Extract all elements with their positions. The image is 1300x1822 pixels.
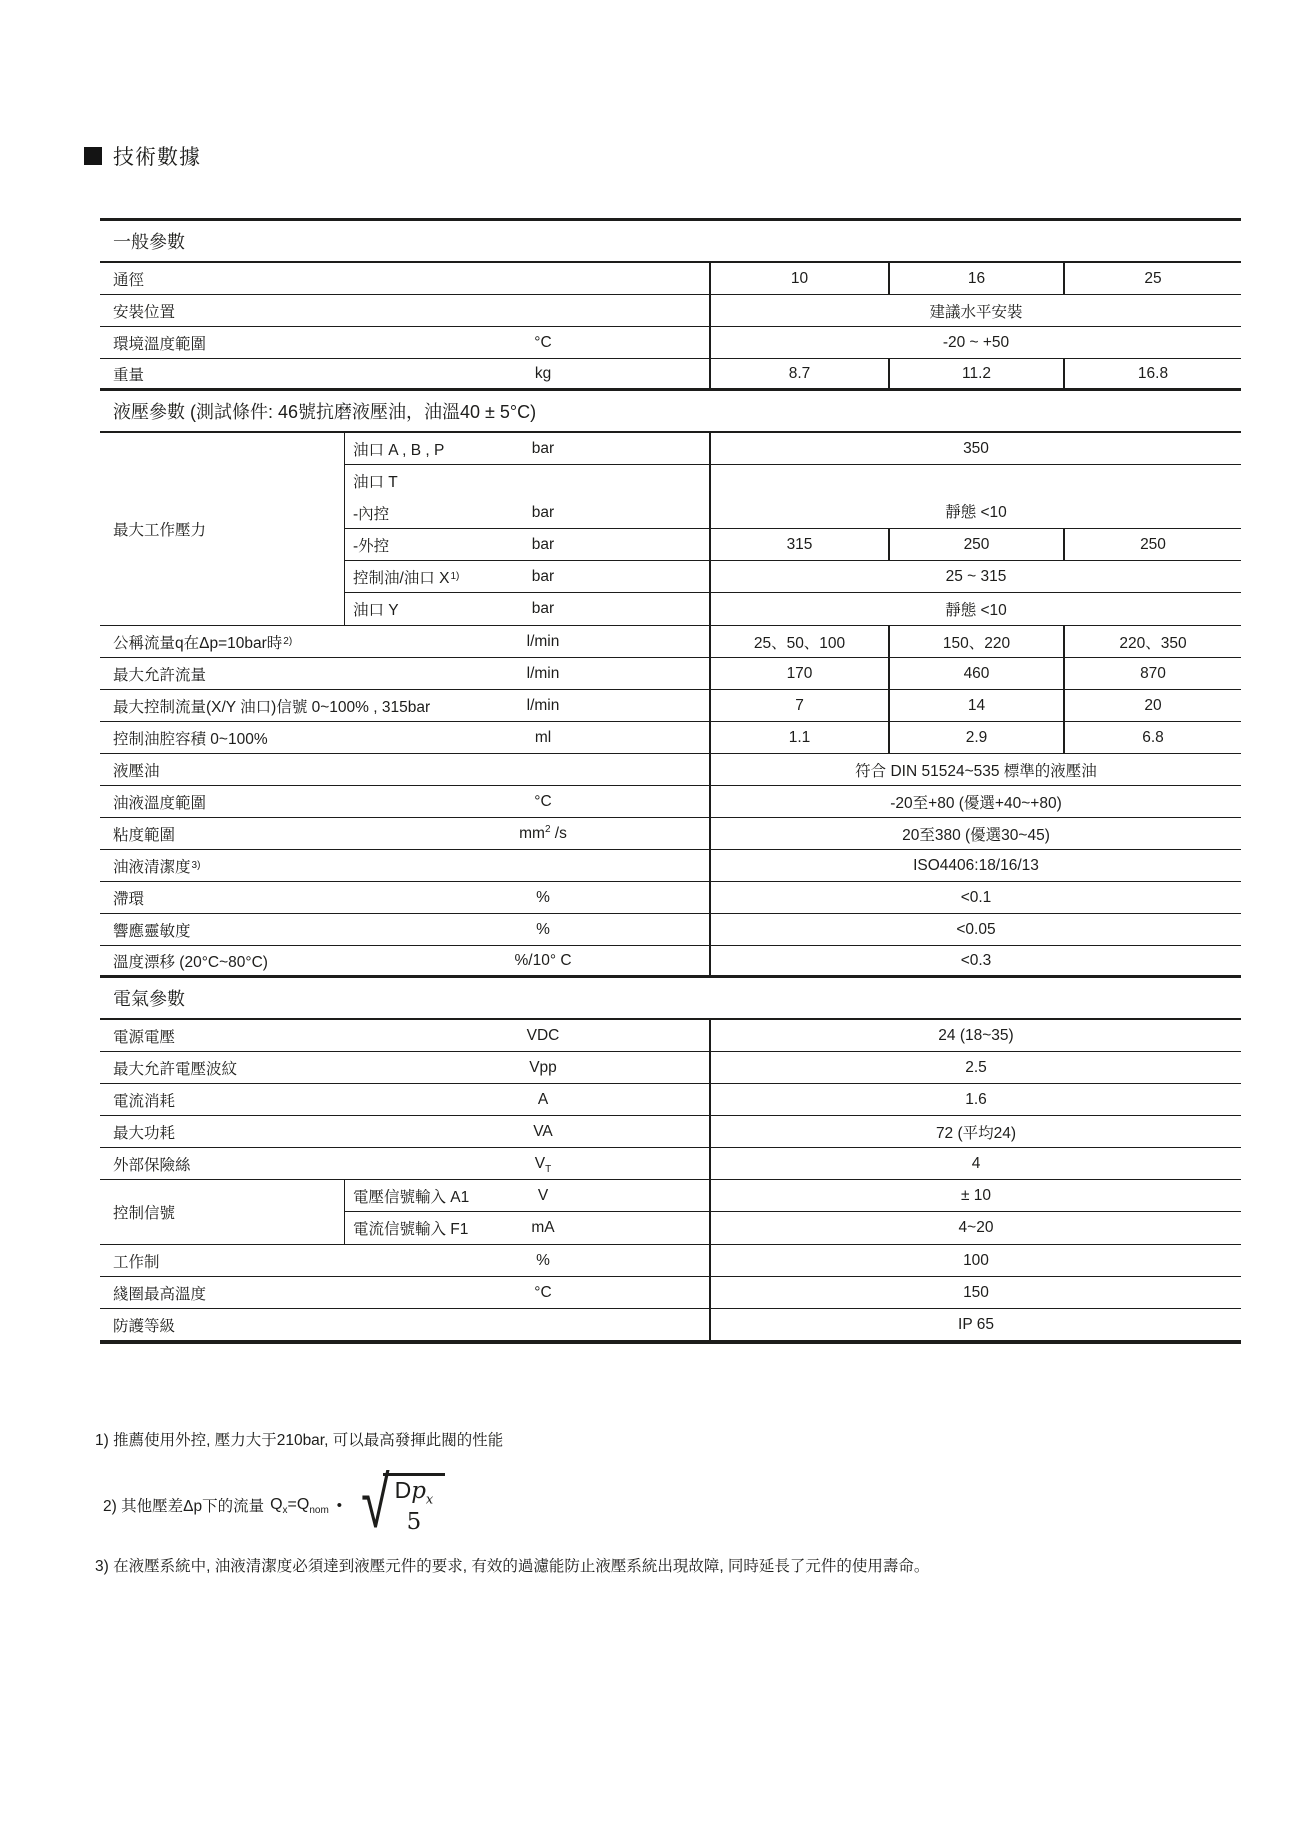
row-label-cell bbox=[345, 433, 709, 464]
value-cell: 250 bbox=[888, 529, 1063, 560]
value-cell: 11.2 bbox=[888, 359, 1063, 388]
formula-q: $Q_x=Q_{nom}$ bbox=[270, 1496, 329, 1517]
block-label-cell bbox=[100, 433, 345, 625]
value-cell: 100 bbox=[709, 1245, 1241, 1276]
value-cell: ± 10 bbox=[709, 1180, 1241, 1211]
table-row-drift bbox=[100, 946, 1241, 978]
row-label-cell bbox=[100, 722, 709, 753]
table-row-fuse bbox=[100, 1148, 1241, 1180]
row-label: 防護等級 bbox=[113, 1317, 176, 1335]
row-label: 電流消耗 bbox=[113, 1092, 176, 1110]
table-row-ambient-temp bbox=[100, 327, 1241, 359]
row-unit: °C bbox=[534, 1283, 552, 1301]
value-cell: 460 bbox=[888, 658, 1063, 689]
value-cell: 2.9 bbox=[888, 722, 1063, 753]
value-cell: <0.3 bbox=[709, 946, 1241, 975]
table-row-weight bbox=[100, 359, 1241, 391]
row-label-cell bbox=[100, 263, 709, 294]
row-label: 控制油腔容積 0~100% bbox=[113, 730, 268, 748]
value-cell: 8.7 bbox=[709, 359, 888, 388]
row-unit: bar bbox=[531, 535, 555, 553]
row-label: 響應靈敏度 bbox=[113, 922, 191, 940]
subrow-pilot-port-x bbox=[345, 561, 1241, 593]
row-unit: °C bbox=[534, 333, 552, 351]
unit-superscript: 2 bbox=[544, 823, 551, 835]
row-label: 粘度範圍 bbox=[113, 826, 176, 844]
value-cell: 10 bbox=[709, 263, 888, 294]
value-cell: 315 bbox=[709, 529, 888, 560]
table-row-mounting bbox=[100, 295, 1241, 327]
table-row-viscosity bbox=[100, 818, 1241, 850]
row-label: 重量 bbox=[113, 366, 145, 384]
row-unit: kg bbox=[534, 364, 552, 382]
row-label-cell bbox=[100, 1084, 709, 1115]
row-label-cell bbox=[100, 1020, 709, 1051]
row-unit: bar bbox=[531, 600, 555, 617]
row-label-cell bbox=[100, 1116, 709, 1147]
footnote-3: 3) 在液壓系統中, 油液清潔度必須達到液壓元件的要求, 有效的過濾能防止液壓系統出現故障, 同時延長了元件的使用壽命。 bbox=[95, 1558, 930, 1576]
value-cell: 靜態 <10 bbox=[709, 593, 1241, 625]
technical-data-table bbox=[100, 218, 1241, 1344]
value-cell: 350 bbox=[709, 433, 1241, 464]
row-label-cell bbox=[345, 593, 709, 625]
row-label: 油口 A , B , P bbox=[353, 441, 445, 459]
value-cell: 符合 DIN 51524~535 標準的液壓油 bbox=[709, 754, 1241, 785]
value-cell: 170 bbox=[709, 658, 888, 689]
table-row-control-volume bbox=[100, 722, 1241, 754]
row-label: 公稱流量q在Δp=10bar時 bbox=[113, 634, 283, 652]
row-label: 油液清潔度 bbox=[113, 858, 191, 876]
radical-sign: √ bbox=[361, 1463, 390, 1543]
row-label: 滯環 bbox=[113, 890, 145, 908]
section-square-icon bbox=[84, 147, 102, 165]
value-cell: 72 (平均24) bbox=[709, 1116, 1241, 1147]
footnote-2-text: 2) 其他壓差Δp下的流量 bbox=[103, 1498, 265, 1516]
row-unit: %/10° C bbox=[514, 951, 572, 969]
row-label: 液壓油 bbox=[113, 762, 160, 780]
value-cell: 870 bbox=[1063, 658, 1241, 689]
multiply-dot: • bbox=[336, 1496, 343, 1514]
footnote-2 bbox=[103, 1463, 1235, 1543]
row-label-cell bbox=[100, 754, 709, 785]
unit-subscript: T bbox=[545, 1163, 552, 1175]
section-header-electric bbox=[100, 978, 1241, 1020]
fraction bbox=[383, 1473, 446, 1538]
page-title bbox=[84, 141, 201, 171]
row-label: 外部保險絲 bbox=[113, 1156, 191, 1174]
row-label-line1: 油口 T bbox=[353, 474, 398, 491]
row-label: 控制信號 bbox=[113, 1205, 176, 1222]
row-unit: % bbox=[536, 888, 550, 906]
row-unit: Vpp bbox=[529, 1058, 557, 1076]
value-cell: 6.8 bbox=[1063, 722, 1241, 753]
table-row-fluid bbox=[100, 754, 1241, 786]
value-cell: -20至+80 (優選+40~+80) bbox=[709, 786, 1241, 817]
table-row-voltage-ripple bbox=[100, 1052, 1241, 1084]
row-label-cell bbox=[100, 946, 709, 975]
block-max-working-pressure bbox=[100, 433, 1241, 626]
row-label: 電壓信號輸入 A1 bbox=[353, 1188, 470, 1206]
row-label-cell bbox=[100, 786, 709, 817]
row-label: 最大功耗 bbox=[113, 1124, 176, 1142]
value-cell: 150 bbox=[709, 1277, 1241, 1308]
row-label-cell bbox=[100, 327, 709, 358]
footnotes bbox=[95, 1428, 1235, 1590]
fraction-numerator: $Dp_x$ bbox=[394, 1477, 434, 1508]
value-cell: 4 bbox=[709, 1148, 1241, 1179]
row-label-cell: 控制油/油口 X 1) bar bbox=[345, 561, 709, 592]
row-label-cell bbox=[345, 1212, 709, 1244]
value-cell: 24 (18~35) bbox=[709, 1020, 1241, 1051]
subrow-port-t-internal bbox=[345, 465, 1241, 529]
value-cell: IP 65 bbox=[709, 1309, 1241, 1340]
table-row-max-flow bbox=[100, 658, 1241, 690]
block-subrows bbox=[345, 433, 1241, 625]
row-label-cell bbox=[100, 882, 709, 913]
table-row-nominal-flow bbox=[100, 626, 1241, 658]
row-label: 油口 Y bbox=[353, 602, 399, 619]
row-label: 電源電壓 bbox=[113, 1028, 176, 1046]
row-label: 安裝位置 bbox=[113, 303, 176, 321]
section-header-hydraulic bbox=[100, 391, 1241, 433]
row-unit: l/min bbox=[526, 696, 560, 714]
value-cell: <0.1 bbox=[709, 882, 1241, 913]
value-cell: 150、220 bbox=[888, 626, 1063, 657]
row-unit: mA bbox=[531, 1219, 555, 1236]
table-row-fluid-temp bbox=[100, 786, 1241, 818]
value-cell: 16.8 bbox=[1063, 359, 1241, 388]
row-label: 最大工作壓力 bbox=[113, 522, 207, 539]
unit-base: mm bbox=[519, 824, 545, 842]
value-cell: 2.5 bbox=[709, 1052, 1241, 1083]
row-label-cell bbox=[345, 529, 709, 560]
row-unit: A bbox=[537, 1090, 549, 1108]
row-label: 通徑 bbox=[113, 271, 145, 289]
row-unit: bar bbox=[531, 567, 555, 585]
row-unit: V bbox=[537, 1186, 549, 1204]
value-cell: 4~20 bbox=[709, 1212, 1241, 1244]
section-header-general bbox=[100, 221, 1241, 263]
row-label-cell bbox=[100, 914, 709, 945]
row-label-cell bbox=[345, 465, 709, 529]
row-label: -外控 bbox=[353, 537, 390, 555]
row-label: 溫度漂移 (20°C~80°C) bbox=[113, 953, 268, 971]
section-title: 液壓參數 (測試條件: 46號抗磨液壓油，油溫40 ± 5°C) bbox=[113, 402, 537, 422]
row-unit: ml bbox=[534, 728, 552, 746]
table-row-power bbox=[100, 1116, 1241, 1148]
table-row-supply-voltage bbox=[100, 1020, 1241, 1052]
unit-tail: /s bbox=[550, 824, 567, 842]
value-cell: 7 bbox=[709, 690, 888, 721]
page-title-text: 技術數據 bbox=[113, 146, 201, 169]
row-unit: % bbox=[536, 1251, 550, 1269]
value-cell: ISO4406:18/16/13 bbox=[709, 850, 1241, 881]
block-control-signal bbox=[100, 1180, 1241, 1245]
value-cell: 25、50、100 bbox=[709, 626, 888, 657]
row-label: 最大控制流量(X/Y 油口)信號 0~100% , 315bar bbox=[113, 698, 431, 716]
row-label: 最大允許電壓波紋 bbox=[113, 1060, 238, 1078]
row-label-cell bbox=[100, 1277, 709, 1308]
table-row-protection-class bbox=[100, 1309, 1241, 1341]
table-row-duty-cycle bbox=[100, 1245, 1241, 1277]
row-unit: VA bbox=[533, 1122, 553, 1140]
subrow-port-abp bbox=[345, 433, 1241, 465]
row-label-cell bbox=[100, 658, 709, 689]
row-unit: bar bbox=[531, 439, 555, 457]
value-cell: -20 ~ +50 bbox=[709, 327, 1241, 358]
row-unit: VDC bbox=[526, 1026, 560, 1044]
value-cell: 25 bbox=[1063, 263, 1241, 294]
row-unit: bar bbox=[531, 504, 555, 521]
row-label: 電流信號輸入 F1 bbox=[353, 1221, 469, 1238]
flow-formula bbox=[270, 1463, 445, 1543]
value-cell: 1.6 bbox=[709, 1084, 1241, 1115]
row-label: 控制油/油口 X bbox=[353, 569, 450, 587]
row-label-cell bbox=[100, 359, 709, 388]
row-unit bbox=[443, 825, 643, 843]
row-label: 工作制 bbox=[113, 1253, 160, 1271]
value-cell: 建議水平安裝 bbox=[709, 295, 1241, 326]
block-subrows bbox=[345, 1180, 1241, 1244]
value-cell: 1.1 bbox=[709, 722, 888, 753]
subrow-port-y bbox=[345, 593, 1241, 625]
table-row-response bbox=[100, 914, 1241, 946]
table-row-coil-temp bbox=[100, 1277, 1241, 1309]
row-label-cell bbox=[100, 295, 709, 326]
value-cell: 16 bbox=[888, 263, 1063, 294]
block-label-cell bbox=[100, 1180, 345, 1244]
fraction-denominator: 5 bbox=[406, 1508, 422, 1535]
row-unit: °C bbox=[534, 792, 552, 810]
row-unit: % bbox=[536, 920, 550, 938]
row-label: 環境溫度範圍 bbox=[113, 335, 207, 353]
table-row-diameter bbox=[100, 263, 1241, 295]
footnote-1: 1) 推薦使用外控, 壓力大于210bar, 可以最高發揮此閥的性能 bbox=[95, 1432, 504, 1449]
subrow-voltage-input-a1 bbox=[345, 1180, 1241, 1212]
table-row-max-control-flow bbox=[100, 690, 1241, 722]
value-cell: 20至380 (優選30~45) bbox=[709, 818, 1241, 849]
row-unit bbox=[443, 1155, 643, 1173]
row-unit: l/min bbox=[526, 632, 560, 650]
table-row-current bbox=[100, 1084, 1241, 1116]
row-label: 油液溫度範圍 bbox=[113, 794, 207, 812]
unit-base: V bbox=[534, 1154, 546, 1172]
row-label-cell bbox=[100, 1245, 709, 1276]
row-label: 最大允許流量 bbox=[113, 666, 207, 684]
value-cell: 250 bbox=[1063, 529, 1241, 560]
row-label-cell bbox=[100, 1148, 709, 1179]
square-root bbox=[350, 1463, 445, 1543]
value-cell: 靜態 <10 bbox=[709, 465, 1241, 529]
row-label: 綫圈最高溫度 bbox=[113, 1285, 207, 1303]
row-label-cell bbox=[100, 1309, 709, 1340]
value-cell: 20 bbox=[1063, 690, 1241, 721]
row-label-cell bbox=[100, 818, 709, 849]
value-cell: 14 bbox=[888, 690, 1063, 721]
row-label-cell bbox=[345, 1180, 709, 1211]
row-label-cell bbox=[100, 690, 709, 721]
section-title: 一般參數 bbox=[113, 232, 185, 252]
value-cell: 25 ~ 315 bbox=[709, 561, 1241, 592]
table-row-hysteresis bbox=[100, 882, 1241, 914]
table-row-cleanliness bbox=[100, 850, 1241, 882]
row-label-cell: 公稱流量q在Δp=10bar時 2) l/min bbox=[100, 626, 709, 657]
row-label-cell: 油液清潔度 3) bbox=[100, 850, 709, 881]
value-cell: <0.05 bbox=[709, 914, 1241, 945]
subrow-current-input-f1 bbox=[345, 1212, 1241, 1244]
subrow-external-control bbox=[345, 529, 1241, 561]
row-label-cell bbox=[100, 1052, 709, 1083]
row-label-line2: -內控 bbox=[353, 506, 390, 523]
value-cell: 220、350 bbox=[1063, 626, 1241, 657]
row-unit: l/min bbox=[526, 664, 560, 682]
section-title: 電氣參數 bbox=[113, 989, 185, 1009]
